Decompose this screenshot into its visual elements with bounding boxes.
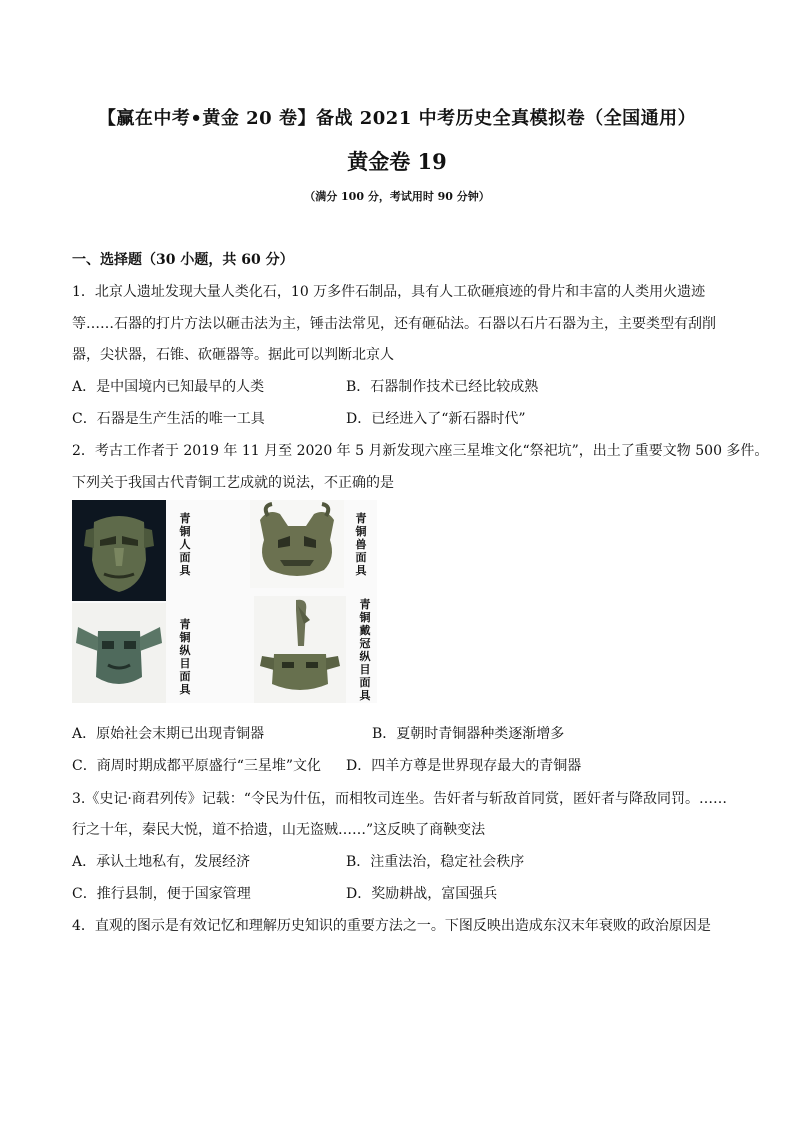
section-heading: 一、选择题（30 小题，共 60 分） [72,252,294,268]
label-char: 青 [355,512,367,525]
q1-stem-line-1: 1．北京人遗址发现大量人类化石，10 万多件石制品，具有人工砍砸痕迹的骨片和丰富的人类用火遗迹 [72,284,706,300]
label-bronze-crowned-mask [358,598,372,702]
bronze-human-mask-photo [72,500,166,601]
q2-option-a: A．原始社会末期已出现青铜器 [72,726,265,742]
exam-note: （满分 100 分，考试用时 90 分钟） [304,190,490,203]
label-char: 铜 [355,525,367,538]
bronze-crowned-mask-photo [254,596,346,703]
q3-option-d: D．奖励耕战，富国强兵 [346,886,498,902]
label-char: 面 [179,670,191,683]
q2-option-c: C．商周时期成都平原盛行“三星堆”文化 [72,758,322,774]
label-text [178,512,192,577]
bronze-masks-figure [72,500,377,703]
bronze-protruding-eye-mask-photo [72,603,166,703]
label-char: 青 [359,598,371,611]
q1-option-a: A．是中国境内已知最早的人类 [72,379,265,395]
label-char: 青 [179,618,191,631]
q3-option-b: B．注重法治，稳定社会秩序 [346,854,525,870]
q2-stem-line-1: 2．考古工作者于 2019 年 11 月至 2020 年 5 月新发现六座三星堆文化“祭祀坑”，出土了重要文物 500 多件。 [72,443,769,459]
exam-title: 【赢在中考•黄金 20 卷】备战 2021 中考历史全真模拟卷（全国通用） [97,108,697,129]
q4-stem-line-1: 4．直观的图示是有效记忆和理解历史知识的重要方法之一。下图反映出造成东汉末年衰败的政治原因是 [72,918,711,934]
bronze-beast-mask-photo [250,500,344,588]
q2-stem-line-2: 下列关于我国古代青铜工艺成就的说法，不正确的是 [72,475,394,491]
q2-option-d: D．四羊方尊是世界现存最大的青铜器 [346,758,582,774]
q3-stem-line-2: 行之十年，秦民大悦，道不拾遗，山无盗贼……”这反映了商鞅变法 [72,822,486,838]
label-char: 纵 [359,650,371,663]
exam-subtitle: 黄金卷 19 [347,149,447,174]
label-char: 兽 [355,538,367,551]
label-bronze-protruding-eye-mask [178,618,192,696]
q1-stem-line-3: 器，尖状器，石锥、砍砸器等。据此可以判断北京人 [72,347,394,363]
label-text [178,618,192,696]
label-char: 目 [359,663,371,676]
label-text [358,598,372,702]
q1-option-d: D．已经进入了“新石器时代” [346,411,526,427]
label-char: 具 [359,689,371,702]
label-char: 冠 [359,637,371,650]
q3-option-a: A．承认土地私有，发展经济 [72,854,251,870]
q3-stem-line-1: 3.《史记·商君列传》记载：“令民为什伍，而相牧司连坐。告奸者与斩敌首同赏，匿奸者与降敌同罚。…… [72,791,727,807]
label-char: 具 [179,564,191,577]
label-bronze-beast-mask [354,512,368,577]
label-char: 铜 [179,631,191,644]
label-char: 具 [179,683,191,696]
label-char: 青 [179,512,191,525]
label-char: 铜 [359,611,371,624]
label-char: 面 [179,551,191,564]
q2-option-b: B．夏朝时青铜器种类逐渐增多 [372,726,565,742]
label-bronze-human-mask [178,512,192,577]
label-char: 人 [179,538,191,551]
label-char: 面 [355,551,367,564]
label-char: 具 [355,564,367,577]
q1-stem-line-2: 等……石器的打片方法以砸击法为主，锤击法常见，还有砸砧法。石器以石片石器为主，主要类型有刮削 [72,316,716,332]
label-char: 纵 [179,644,191,657]
label-char: 铜 [179,525,191,538]
label-text [354,512,368,577]
label-char: 戴 [359,624,371,637]
q1-option-c: C．石器是生产生活的唯一工具 [72,411,265,427]
label-char: 目 [179,657,191,670]
label-char: 面 [359,676,371,689]
q1-option-b: B．石器制作技术已经比较成熟 [346,379,539,395]
q3-option-c: C．推行县制，便于国家管理 [72,886,251,902]
